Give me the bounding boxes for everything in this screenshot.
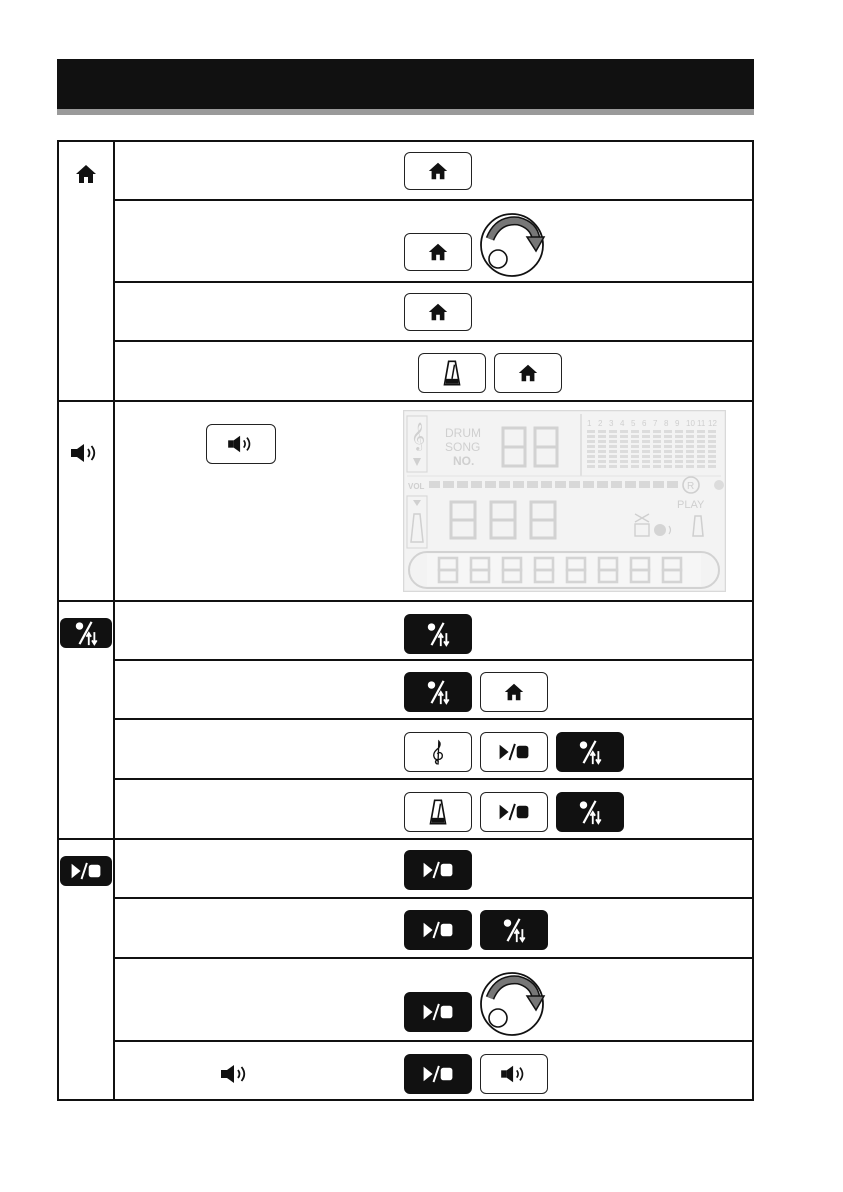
lcd-track-number: 12: [708, 419, 717, 428]
section-header-bar: [57, 59, 754, 109]
home-button[interactable]: [404, 233, 472, 271]
volume-button[interactable]: [480, 1054, 548, 1094]
row-divider: [113, 1040, 754, 1042]
play-stop-button[interactable]: [480, 792, 548, 832]
play-stop-button[interactable]: [480, 732, 548, 772]
lcd-song-label: SONG: [445, 440, 481, 454]
category-speaker-icon: [68, 440, 102, 466]
lcd-track-number: 4: [620, 419, 625, 428]
volume-button[interactable]: [206, 424, 276, 464]
home-icon: [503, 681, 525, 703]
tap-tempo-button[interactable]: [556, 732, 624, 772]
lcd-track-number: 1: [587, 419, 592, 428]
tap-tempo-button[interactable]: [556, 792, 624, 832]
lcd-display: [403, 410, 726, 592]
home-icon: [427, 301, 449, 323]
tap-arrows-icon: [425, 621, 451, 647]
tap-arrows-icon: [577, 739, 603, 765]
lcd-track-number: 10: [686, 419, 695, 428]
treble-clef-icon: [428, 738, 448, 766]
section-header-shadow: [57, 109, 754, 115]
speaker-icon: [226, 433, 256, 455]
metronome-icon: [442, 359, 462, 387]
play-stop-icon: [496, 741, 532, 763]
lcd-no-label: NO.: [453, 454, 475, 468]
lcd-track-number: 3: [609, 419, 614, 428]
play-stop-button[interactable]: [404, 910, 472, 950]
tap-arrows-icon: [501, 917, 527, 943]
lcd-track-number: 5: [631, 419, 636, 428]
inline-speaker-icon: [218, 1062, 252, 1086]
row-divider: [113, 281, 754, 283]
row-divider: [113, 957, 754, 959]
home-button[interactable]: [404, 152, 472, 190]
tap-tempo-button[interactable]: [480, 910, 548, 950]
row-divider: [113, 778, 754, 780]
category-home-icon: [72, 160, 100, 188]
rotary-dial-icon[interactable]: [476, 209, 550, 277]
row-divider: [113, 199, 754, 201]
metronome-button[interactable]: [418, 353, 486, 393]
lcd-drum-label: DRUM: [445, 426, 481, 440]
lcd-track-number: 9: [675, 419, 680, 428]
play-stop-button[interactable]: [404, 850, 472, 890]
metronome-button[interactable]: [404, 792, 472, 832]
section-divider: [57, 400, 754, 402]
play-stop-icon: [420, 919, 456, 941]
home-icon: [517, 362, 539, 384]
tap-arrows-icon: [577, 799, 603, 825]
section-divider: [57, 600, 754, 602]
lcd-track-number: 2: [598, 419, 603, 428]
row-divider: [113, 718, 754, 720]
play-stop-button[interactable]: [404, 992, 472, 1032]
song-button[interactable]: [404, 732, 472, 772]
category-play-stop-icon: [60, 856, 112, 886]
rotary-dial-icon[interactable]: [476, 968, 550, 1036]
tap-tempo-button[interactable]: [404, 672, 472, 712]
home-button[interactable]: [404, 293, 472, 331]
section-divider: [57, 838, 754, 840]
play-stop-icon: [496, 801, 532, 823]
lcd-play-label: PLAY: [677, 499, 705, 511]
play-stop-icon: [420, 1001, 456, 1023]
home-icon: [427, 160, 449, 182]
tap-arrows-icon: [425, 679, 451, 705]
category-tap-tempo-icon: [60, 618, 112, 648]
metronome-icon: [428, 798, 448, 826]
lcd-track-number: 7: [653, 419, 658, 428]
home-icon: [427, 241, 449, 263]
lcd-r-label: R: [687, 481, 695, 492]
home-button[interactable]: [494, 353, 562, 393]
play-stop-icon: [420, 859, 456, 881]
lcd-vol-label: VOL: [408, 482, 425, 491]
lcd-track-number: 6: [642, 419, 647, 428]
svg-text:𝄞: 𝄞: [411, 422, 426, 450]
row-divider: [113, 659, 754, 661]
lcd-track-number: 11: [697, 419, 706, 428]
home-button[interactable]: [480, 672, 548, 712]
lcd-track-number: 8: [664, 419, 669, 428]
play-stop-button[interactable]: [404, 1054, 472, 1094]
tap-tempo-button[interactable]: [404, 614, 472, 654]
play-stop-icon: [420, 1063, 456, 1085]
row-divider: [113, 897, 754, 899]
row-divider: [113, 340, 754, 342]
speaker-icon: [499, 1063, 529, 1085]
